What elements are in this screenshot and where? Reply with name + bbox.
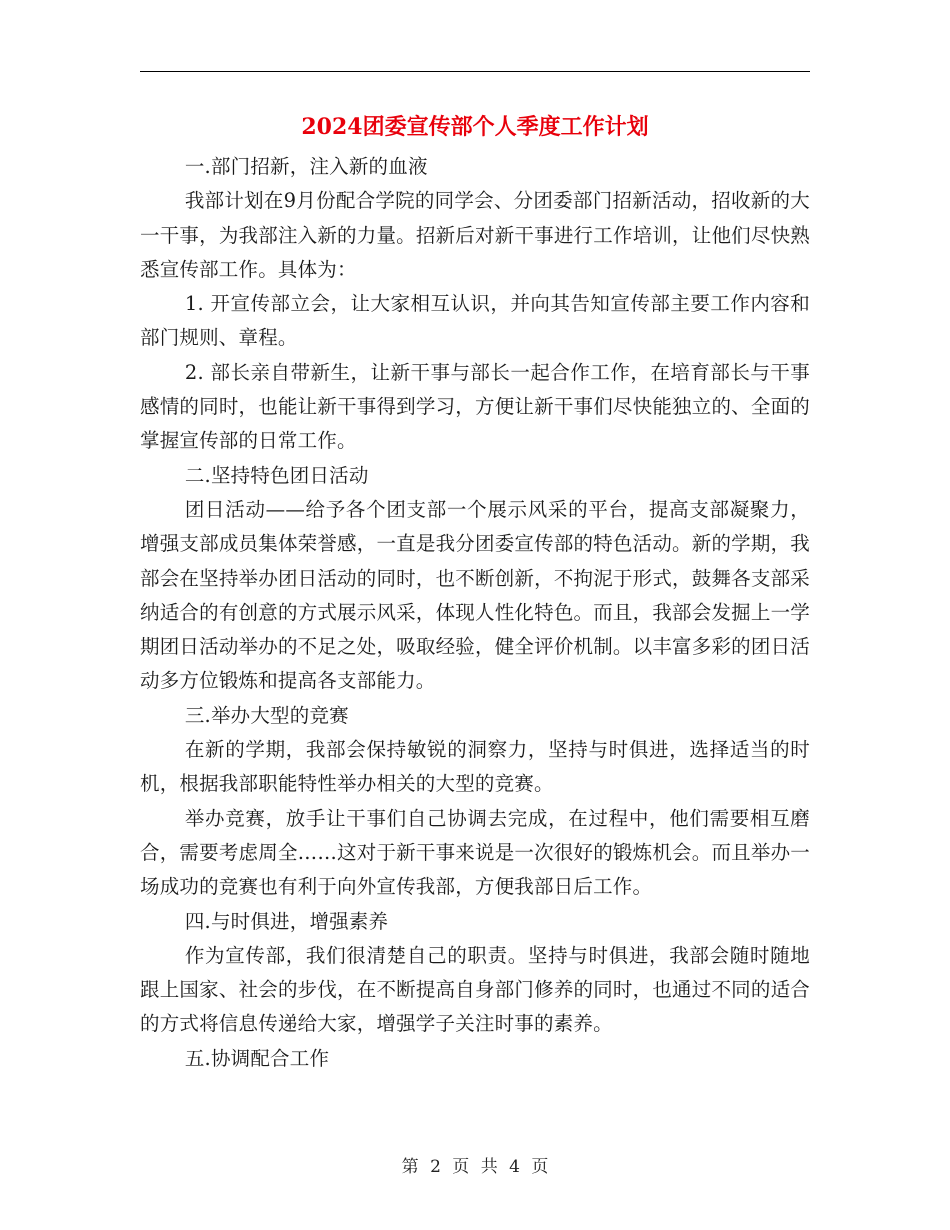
list-item-1: 1. 开宣传部立会，让大家相互认识，并向其告知宣传部主要工作内容和部门规则、章程。 [140,292,810,350]
paragraph: 团日活动——给予各个团支部一个展示风采的平台，提高支部凝聚力，增强支部成员集体荣誉感，一直是我分团委宣传部的特色活动。新的学期，我部会在坚持举办团日活动的同时，也不断创新，不拘泥于形式，鼓舞各支部采纳适合的有创意的方式展示风采，体现人性化特色。而且，我部会发掘上一学期团日活动举办的不足之处，吸取经验，健全评价机制。以丰富多彩的团日活动多方位锻炼和提高各支部能力。 [140,497,810,693]
paragraph: 我部计划在9月份配合学院的同学会、分团委部门招新活动，招收新的大一干事，为我部注入新的力量。招新后对新干事进行工作培训，让他们尽快熟悉宣传部工作。具体为： [140,189,810,281]
section-heading-2: 二.坚持特色团日活动 [184,463,369,487]
section-heading-1: 一.部门招新，注入新的血液 [184,155,428,178]
section-heading-5: 五.协调配合工作 [184,1046,330,1070]
section-heading-4: 四.与时俱进，增强素养 [184,909,389,933]
list-item-2: 2. 部长亲自带新生，让新干事与部长一起合作工作，在培育部长与干事感情的同时，也能让新干事得到学习，方便让新干事们尽快能独立的、全面的掌握宣传部的日常工作。 [140,360,810,453]
page-number: 第 2 页 共 4 页 [401,1157,549,1177]
header-rule [140,71,810,72]
document-title: 2024团委宣传部个人季度工作计划 [301,114,649,140]
paragraph: 作为宣传部，我们很清楚自己的职责。坚持与时俱进，我部会随时随地跟上国家、社会的步伐，在不断提高自身部门修养的同时，也通过不同的适合的方式将信息传递给大家，增强学子关注时事的素养。 [140,943,810,1036]
document-body [140,150,810,1076]
paragraph: 举办竞赛，放手让干事们自己协调去完成，在过程中，他们需要相互磨合，需要考虑周全……这对于新干事来说是一次很好的锻炼机会。而且举办一场成功的竞赛也有利于向外宣传我部，方便我部日后工作。 [140,806,810,899]
paragraph: 在新的学期，我部会保持敏锐的洞察力，坚持与时俱进，选择适当的时机，根据我部职能特性举办相关的大型的竞赛。 [140,738,810,796]
section-heading-3: 三.举办大型的竞赛 [184,703,349,727]
